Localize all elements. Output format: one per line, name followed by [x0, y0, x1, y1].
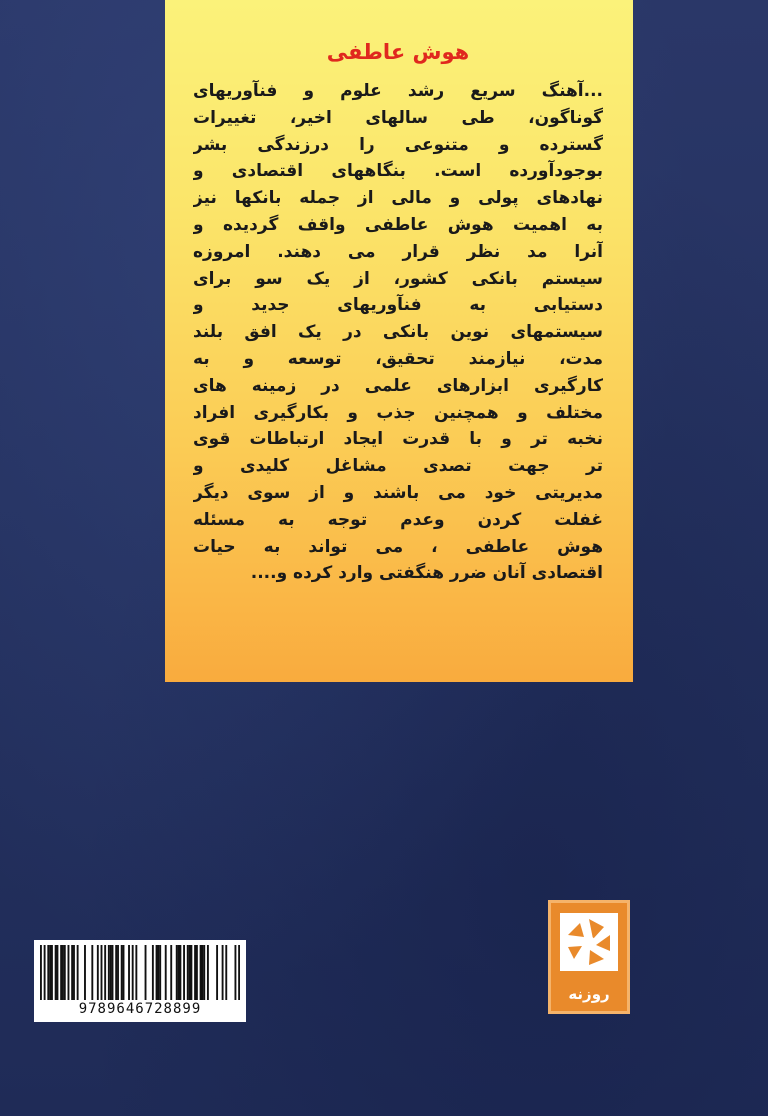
barcode-bar — [97, 945, 99, 1000]
barcode-bar — [216, 945, 218, 1000]
barcode-bar — [196, 945, 198, 1000]
publisher-logo — [548, 900, 630, 1014]
blurb-line: ...آهنگ سریع رشد علوم و فنآوریهای — [193, 81, 603, 101]
blurb-line: بوجودآورده است. بنگاههای اقتصادی و — [193, 161, 603, 182]
barcode-bar — [225, 945, 227, 1000]
blurb-line: دستیابی به فنآوریهای جدید و — [193, 295, 603, 316]
aperture-icon — [560, 913, 618, 971]
barcode-bar — [71, 945, 73, 1000]
barcode-bars — [40, 945, 240, 1000]
blurb-text — [193, 78, 603, 587]
blurb-panel — [165, 0, 633, 682]
blurb-line: نخبه تر و با قدرت ایجاد ارتباطات قوی — [193, 429, 603, 450]
barcode-bar — [91, 945, 93, 1000]
barcode-bar — [47, 945, 49, 1000]
blurb-line: آنرا مد نظر قرار می دهند. امروزه — [193, 241, 603, 262]
blurb-line: غفلت کردن وعدم توجه به مسئله — [193, 509, 603, 530]
barcode-bar — [178, 945, 180, 1000]
barcode-number: 9789646728899 — [78, 1001, 202, 1017]
barcode-bar — [179, 945, 181, 1000]
barcode-bar — [234, 945, 236, 1000]
blurb-line: مدت، نیازمند تحقیق، توسعه و به — [193, 348, 603, 369]
barcode-bar — [51, 945, 53, 1000]
barcode-bar — [165, 945, 167, 1000]
blurb-line: اقتصادی آنان ضرر هنگفتی وارد کرده و.... — [250, 563, 603, 584]
barcode-bar — [62, 945, 64, 1000]
barcode-bar — [238, 945, 240, 1000]
barcode-bar — [77, 945, 79, 1000]
barcode-bar — [121, 945, 123, 1000]
barcode-bar — [190, 945, 192, 1000]
barcode-bar — [104, 945, 106, 1000]
blurb-line: گسترده و متنوعی را درزندگی بشر — [193, 134, 603, 155]
barcode-bar — [157, 945, 159, 1000]
blurb-line: سیستمهای نوین بانکی در یک افق بلند — [193, 322, 603, 343]
blurb-line: به اهمیت هوش عاطفی واقف گردیده و — [193, 214, 603, 235]
barcode-bar — [135, 945, 137, 1000]
barcode-bar — [49, 945, 51, 1000]
barcode-bar — [101, 945, 103, 1000]
blurb-line: گوناگون، طی سالهای اخیر، تغییرات — [193, 107, 603, 128]
barcode-bar — [187, 945, 189, 1000]
barcode-bar — [152, 945, 154, 1000]
barcode-bar — [60, 945, 62, 1000]
barcode-bar — [203, 945, 205, 1000]
blurb-line: مختلف و همچنین جذب و بکارگیری افراد — [193, 402, 603, 423]
blurb-line: هوش عاطفی ، می تواند به حیات — [193, 536, 603, 557]
barcode-bar — [44, 945, 46, 1000]
barcode-bar — [189, 945, 191, 1000]
barcode-bar — [73, 945, 75, 1000]
barcode-bar — [194, 945, 196, 1000]
barcode-bar — [40, 945, 42, 1000]
blurb-line: نهادهای پولی و مالی از جمله بانکها نیز — [193, 188, 603, 209]
barcode-bar — [115, 945, 117, 1000]
blurb-line: کارگیری ابزارهای علمی در زمینه های — [193, 375, 603, 396]
blurb-line: تر جهت تصدی مشاغل کلیدی و — [193, 456, 603, 477]
barcode-bar — [68, 945, 70, 1000]
blurb-title: هوش عاطفی — [326, 40, 470, 64]
barcode-bar — [222, 945, 224, 1000]
publisher-name: روزنه — [568, 985, 610, 1003]
barcode-bar — [84, 945, 86, 1000]
barcode-bar — [57, 945, 59, 1000]
barcode-bar — [159, 945, 161, 1000]
barcode-bar — [183, 945, 185, 1000]
barcode-bar — [200, 945, 202, 1000]
blurb-line: مدیریتی خود می باشند و از سوی دیگر — [193, 482, 603, 503]
isbn-barcode — [34, 940, 246, 1022]
barcode-bar — [176, 945, 178, 1000]
barcode-bar — [64, 945, 66, 1000]
barcode-bar — [201, 945, 203, 1000]
barcode-bar — [128, 945, 130, 1000]
barcode-bar — [112, 945, 114, 1000]
barcode-bar — [145, 945, 147, 1000]
barcode-bar — [108, 945, 110, 1000]
barcode-bar — [156, 945, 158, 1000]
barcode-bar — [170, 945, 172, 1000]
barcode-bar — [110, 945, 112, 1000]
barcode-bar — [55, 945, 57, 1000]
barcode-bar — [207, 945, 209, 1000]
barcode-bar — [132, 945, 134, 1000]
blurb-line: سیستم بانکی کشور، از یک سو برای — [193, 268, 603, 289]
barcode-bar — [117, 945, 119, 1000]
barcode-bar — [123, 945, 125, 1000]
